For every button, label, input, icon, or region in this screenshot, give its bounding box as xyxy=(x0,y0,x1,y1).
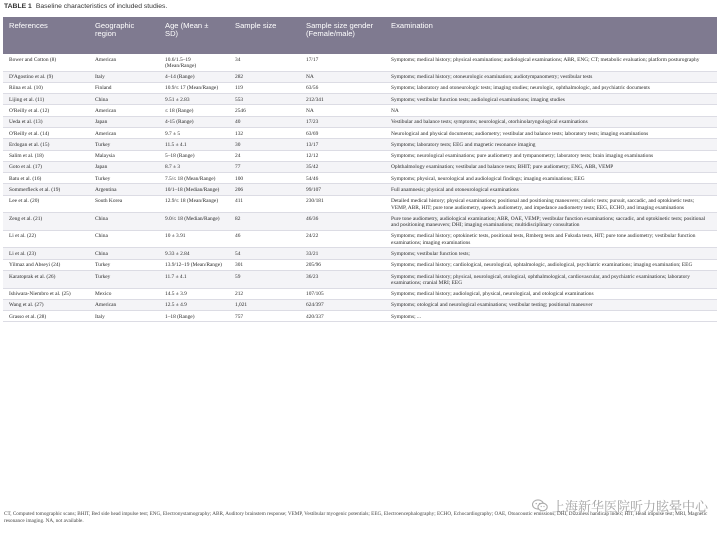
cell-gender: 212/341 xyxy=(300,94,385,105)
cell-region: Japan xyxy=(89,116,159,127)
cell-examination: Symptoms; vestibular function tests; xyxy=(385,248,717,259)
cell-age: 5–18 (Range) xyxy=(159,150,229,161)
cell-age: 10.6/1.5–19 (Mean/Range) xyxy=(159,54,229,71)
cell-region: Argentina xyxy=(89,184,159,195)
cell-region: Malaysia xyxy=(89,150,159,161)
cell-age: 11.7 ± 4.1 xyxy=(159,270,229,288)
cell-reference: Batu et al. (16) xyxy=(3,173,89,184)
cell-examination: Symptoms; laboratory tests; EEG and magnetic resonance imaging xyxy=(385,139,717,150)
table-row xyxy=(3,270,717,288)
cell-age: ≤ 18 (Range) xyxy=(159,105,229,116)
header-sample-size-gender: Sample size gender (Female/male) xyxy=(300,17,385,54)
cell-region: South Korea xyxy=(89,195,159,213)
table-row xyxy=(3,184,717,195)
watermark-text: 上海新华医院听力眩晕中心 xyxy=(551,500,708,515)
cell-sample-size: 46 xyxy=(229,230,300,248)
cell-sample-size: 77 xyxy=(229,161,300,172)
table-row xyxy=(3,105,717,116)
cell-sample-size: 212 xyxy=(229,288,300,299)
cell-reference: O'Reilly et al. (12) xyxy=(3,105,89,116)
cell-examination: Symptoms; medical history; physical examinations; audiological examinations; ABR, ENG; CT; metabolic evaluation; platform posturography xyxy=(385,54,717,71)
cell-reference: Ueda et al. (13) xyxy=(3,116,89,127)
cell-reference: O'Reilly et al. (14) xyxy=(3,127,89,138)
cell-examination: Symptoms; medical history; cardiological, neurological, ophtalmologic, audiological, psychiatric examinations; imaging examination; EEG xyxy=(385,259,717,270)
table-row xyxy=(3,71,717,82)
cell-gender: 420/337 xyxy=(300,311,385,322)
cell-region: Turkey xyxy=(89,270,159,288)
cell-reference: Wang et al. (27) xyxy=(3,299,89,310)
cell-examination: Symptoms; medical history; optokinetic tests, positional tests, Rmberg tests and Fukuda tests, HIT; pure tone audiometry; vestibular function examinations; imaging examinations xyxy=(385,230,717,248)
cell-examination: Full anamnesis; physical and otoneurological examinations xyxy=(385,184,717,195)
cell-gender: 63/56 xyxy=(300,82,385,93)
cell-region: Finland xyxy=(89,82,159,93)
cell-reference: Li et al. (22) xyxy=(3,230,89,248)
table-row xyxy=(3,299,717,310)
cell-region: Italy xyxy=(89,71,159,82)
cell-region: Turkey xyxy=(89,173,159,184)
cell-age: 7.5/≤ 18 (Mean/Range) xyxy=(159,173,229,184)
cell-examination: Vestibular and balance tests; symptoms; neurological, otorhinolaryngological examinations xyxy=(385,116,717,127)
cell-age: 13.9/12–19 (Mean/Range) xyxy=(159,259,229,270)
cell-gender: 230/181 xyxy=(300,195,385,213)
cell-examination: Detailed medical history; physical examinations; positional and positioning maneuvers; caloric tests; pursuit, saccadic, and optokinetic tests; VEMP, ABR, HIT; pure tone audiometry, speech audiometry, and impedance audiometry tests; EEG, ECHO, and imaging examinations xyxy=(385,195,717,213)
table-row xyxy=(3,127,717,138)
cell-examination: Symptoms; ... xyxy=(385,311,717,322)
cell-region: China xyxy=(89,213,159,231)
wechat-icon xyxy=(532,499,548,512)
cell-sample-size: 2546 xyxy=(229,105,300,116)
cell-region: American xyxy=(89,54,159,71)
cell-age: 9.51 ± 2.83 xyxy=(159,94,229,105)
cell-gender: 205/96 xyxy=(300,259,385,270)
cell-gender: 35/42 xyxy=(300,161,385,172)
table-row xyxy=(3,150,717,161)
header-sample-size: Sample size xyxy=(229,17,300,54)
table-row xyxy=(3,311,717,322)
cell-reference: Karatoprak et al. (26) xyxy=(3,270,89,288)
cell-age: 10.9/≤ 17 (Mean/Range) xyxy=(159,82,229,93)
cell-gender: 36/23 xyxy=(300,270,385,288)
cell-sample-size: 1,021 xyxy=(229,299,300,310)
table-row xyxy=(3,213,717,231)
cell-examination: Ophthalmology examination; vestibular and balance tests; BHIT; pure audiometry; ENG, ABR, VEMP xyxy=(385,161,717,172)
table-footnote: CT, Computed tomographic scans; BHIT, Bed side head impulse test; ENG, Electronystamography; ABR, Auditory brainstem response; VEMP, Vestibular myogenic potentials; EEG, Electroencephalography; ECHO, Echocardiography; OAE, Otoacoustic emissions; DHI, Dizziness handicap index; HIT, Head impulse test; MRI, Magnetic resonance imaging. NA, not available. xyxy=(4,511,708,524)
cell-age: 14.5 ± 3.9 xyxy=(159,288,229,299)
cell-sample-size: 282 xyxy=(229,71,300,82)
cell-age: 10 ± 3.91 xyxy=(159,230,229,248)
table-row xyxy=(3,173,717,184)
table-label: TABLE 1 xyxy=(4,3,32,10)
cell-reference: Yilmaz and Abseyi (24) xyxy=(3,259,89,270)
cell-gender: 624/397 xyxy=(300,299,385,310)
table-row xyxy=(3,82,717,93)
cell-sample-size: 301 xyxy=(229,259,300,270)
table-row xyxy=(3,139,717,150)
cell-sample-size: 100 xyxy=(229,173,300,184)
cell-reference: Salim et al. (18) xyxy=(3,150,89,161)
baseline-characteristics-table xyxy=(3,17,717,322)
table-caption xyxy=(4,3,167,10)
table-row xyxy=(3,195,717,213)
cell-region: American xyxy=(89,105,159,116)
cell-examination: Symptoms; medical history; otoneurologic examination; audiotympanometry; vestibular tests xyxy=(385,71,717,82)
cell-reference: Bower and Cotton (8) xyxy=(3,54,89,71)
cell-region: China xyxy=(89,94,159,105)
table-row xyxy=(3,248,717,259)
cell-region: Turkey xyxy=(89,259,159,270)
cell-gender: 46/36 xyxy=(300,213,385,231)
cell-sample-size: 24 xyxy=(229,150,300,161)
table-row xyxy=(3,259,717,270)
cell-examination: Symptoms; otological and neurological examinations; vestibular testing; positional maneuver xyxy=(385,299,717,310)
watermark xyxy=(532,496,708,515)
table-row xyxy=(3,116,717,127)
cell-sample-size: 82 xyxy=(229,213,300,231)
table-row xyxy=(3,230,717,248)
header-age: Age (Mean ± SD) xyxy=(159,17,229,54)
table-row xyxy=(3,94,717,105)
cell-examination: Pure tone audiometry, audiological examination; ABR, OAE, VEMP; vestibular function examinations; saccadic, and optokinetic tests; positional and positioning maneuvers; DHI; imaging examinations; multidisciplinary consultation xyxy=(385,213,717,231)
cell-region: China xyxy=(89,230,159,248)
cell-region: American xyxy=(89,299,159,310)
cell-age: 8.7 ± 3 xyxy=(159,161,229,172)
cell-examination: Symptoms; laboratory and otoneurologic tests; imaging studies; neurologic, ophthalmologic, and psychiatric documents xyxy=(385,82,717,93)
cell-region: American xyxy=(89,127,159,138)
cell-sample-size: 30 xyxy=(229,139,300,150)
cell-gender: 107/105 xyxy=(300,288,385,299)
cell-examination: Symptoms; medical history; physical, neurological, otological, ophthalmological, cardiovascular, and psychiatric examinations; laboratory examinations; cranial MRI; EEG xyxy=(385,270,717,288)
cell-sample-size: 553 xyxy=(229,94,300,105)
cell-reference: Li et al. (23) xyxy=(3,248,89,259)
cell-sample-size: 411 xyxy=(229,195,300,213)
cell-reference: Erdogan et al. (15) xyxy=(3,139,89,150)
table-row xyxy=(3,288,717,299)
cell-reference: Sommerfleck et al. (19) xyxy=(3,184,89,195)
cell-gender: 33/21 xyxy=(300,248,385,259)
cell-region: Turkey xyxy=(89,139,159,150)
cell-sample-size: 757 xyxy=(229,311,300,322)
header-geographic-region: Geographic region xyxy=(89,17,159,54)
cell-age: 9.33 ± 2.84 xyxy=(159,248,229,259)
table-title: Baseline characteristics of included studies. xyxy=(35,3,168,10)
cell-gender: 17/17 xyxy=(300,54,385,71)
cell-sample-size: 119 xyxy=(229,82,300,93)
cell-age: 11.5 ± 4.1 xyxy=(159,139,229,150)
cell-age: 1–18 (Range) xyxy=(159,311,229,322)
cell-gender: 54/46 xyxy=(300,173,385,184)
table-header-row xyxy=(3,17,717,54)
cell-examination: NA xyxy=(385,105,717,116)
cell-reference: D'Agostino et al. (9) xyxy=(3,71,89,82)
cell-age: 4–14 (Range) xyxy=(159,71,229,82)
cell-sample-size: 132 xyxy=(229,127,300,138)
cell-sample-size: 34 xyxy=(229,54,300,71)
cell-age: 12.5 ± 4.9 xyxy=(159,299,229,310)
cell-sample-size: 59 xyxy=(229,270,300,288)
cell-reference: Ishiwara-Niembro et al. (25) xyxy=(3,288,89,299)
cell-examination: Symptoms; neurological examinations; pure audiometry and tympanometry; laboratory tests; brain imaging examinations xyxy=(385,150,717,161)
cell-sample-size: 54 xyxy=(229,248,300,259)
cell-gender: 63/69 xyxy=(300,127,385,138)
cell-sample-size: 206 xyxy=(229,184,300,195)
cell-gender: 24/22 xyxy=(300,230,385,248)
cell-age: 10/1–18 (Median/Range) xyxy=(159,184,229,195)
cell-gender: 12/12 xyxy=(300,150,385,161)
cell-gender: 13/17 xyxy=(300,139,385,150)
cell-reference: Lijing et al. (11) xyxy=(3,94,89,105)
cell-region: China xyxy=(89,248,159,259)
cell-gender: 17/23 xyxy=(300,116,385,127)
cell-examination: Symptoms; vestibular function tests; audiological examinations; imaging studies xyxy=(385,94,717,105)
cell-gender: 99/107 xyxy=(300,184,385,195)
cell-reference: Goto et al. (17) xyxy=(3,161,89,172)
cell-age: 12.9/≤ 18 (Mean/Range) xyxy=(159,195,229,213)
cell-reference: Grasso et al. (28) xyxy=(3,311,89,322)
cell-sample-size: 40 xyxy=(229,116,300,127)
cell-age: 9.0/≤ 18 (Median/Range) xyxy=(159,213,229,231)
header-examination: Examination xyxy=(385,17,717,54)
cell-gender: NA xyxy=(300,105,385,116)
table-row xyxy=(3,161,717,172)
cell-examination: Symptoms; medical history; audiological, physical, neurological, and otological examinations xyxy=(385,288,717,299)
cell-region: Japan xyxy=(89,161,159,172)
cell-age: 4-15 (Range) xyxy=(159,116,229,127)
cell-examination: Neurological and physical documents; audiometry; vestibular and balance tests; laboratory tests; imaging examinations xyxy=(385,127,717,138)
cell-reference: Riina et al. (10) xyxy=(3,82,89,93)
cell-age: 9.7 ± 5 xyxy=(159,127,229,138)
cell-region: Italy xyxy=(89,311,159,322)
cell-gender: NA xyxy=(300,71,385,82)
cell-region: Mexico xyxy=(89,288,159,299)
cell-examination: Symptoms; physical, neurological and audiological findings; imaging examinations; EEG xyxy=(385,173,717,184)
table-row xyxy=(3,54,717,71)
cell-reference: Zeng et al. (21) xyxy=(3,213,89,231)
header-references: References xyxy=(3,17,89,54)
cell-reference: Lee et al. (20) xyxy=(3,195,89,213)
